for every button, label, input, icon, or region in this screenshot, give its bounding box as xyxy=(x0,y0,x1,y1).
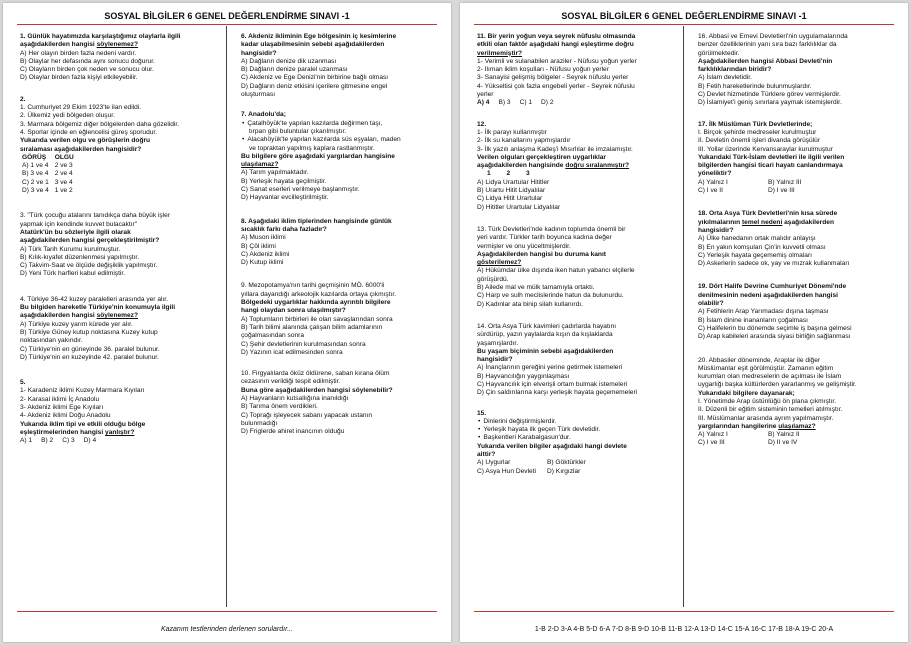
q7-option-a[interactable]: A) Tarım yapılmaktadır. xyxy=(241,169,309,177)
footer-divider xyxy=(17,611,437,612)
question-14 xyxy=(477,323,674,398)
q12-item: 3- İlk yazılı anlaşma Kadeş'i Mısırlılar ile imzalamıştır. xyxy=(477,145,633,153)
q3-quote: yapmak için kendinde kuvvet bulacaktır" xyxy=(20,220,138,228)
q17-option-a[interactable]: A) Yalnız I xyxy=(698,178,728,186)
q20-stem: Müslümanlar eşit görülmüştür. Zamanın eğitim xyxy=(698,364,834,372)
q2-cell: A) 1 ve 4 xyxy=(22,162,49,170)
q20-item: II. Düzenli bir eğitim sisteminin temelleri atılmıştır. xyxy=(698,406,843,414)
q19-ask: 19. Dört Halife Devrine Cumhuriyet Dönemi'nde xyxy=(698,283,847,291)
q11-option-d[interactable]: D) 2 xyxy=(541,99,554,107)
page-title: SOSYAL BİLGİLER 6 GENEL DEĞERLENDİRME SINAVI -1 xyxy=(561,11,807,21)
q17-head: 17. İlk Müslüman Türk Devletlerinde; xyxy=(698,120,813,128)
q17-item: II. Devletin önemli işleri divanda görüşülür xyxy=(698,137,821,145)
q10-ask: Buna göre aşağıdakilerden hangisi söylenebilir? xyxy=(241,386,393,394)
q12-column-numbers: 1 2 3 xyxy=(487,170,530,178)
q20-option-b[interactable]: B) Yalnız II xyxy=(768,431,800,439)
q15-ask: Yukarıda verilen bilgiler aşağıdaki hangi devlete xyxy=(477,442,627,450)
q1-option-c[interactable]: C) Olayların birden çok neden ve sonucu olur. xyxy=(20,66,154,74)
q17-item: III. Yollar üzerinde Kervansaraylar kurulmuştur xyxy=(698,145,833,153)
q15-bullet: • Dinlerini değiştirmişlerdir. xyxy=(477,418,674,426)
q11-stem-underlined: verilmemiştir? xyxy=(477,49,523,57)
q6-stem: kadar ulaşabilmesinin sebebi aşağıdakilerden xyxy=(241,41,385,49)
q16-option-c[interactable]: C) Devlet hizmetinde Türklere görev vermişlerdir. xyxy=(698,91,841,99)
q12-ask: Verilen olguları gerçekleştiren uygarlıklar xyxy=(477,153,607,161)
q18-stem: 18. Orta Asya Türk Devletleri'nin kısa sürede xyxy=(698,210,838,218)
q9-option-d[interactable]: D) Yazının icat edilmesinden sonra xyxy=(241,348,343,356)
q13-option-a-cont: görüşürdü. xyxy=(477,275,509,283)
q5-ask-underlined: yanlıştır? xyxy=(105,428,135,436)
q1-stem-underlined: söylenemez? xyxy=(96,41,139,49)
q7-ask-underlined: ulaşılamaz? xyxy=(241,161,279,169)
q12-item: 2- İlk su kanallarını yapmışlardır xyxy=(477,137,571,145)
q15-option-c[interactable]: C) Asya Hun Devleti xyxy=(477,467,536,475)
q2-cell: 1 ve 2 xyxy=(54,187,73,195)
q20-option-c[interactable]: C) I ve III xyxy=(698,439,725,447)
question-1 xyxy=(20,33,217,83)
q4-option-b-cont: noktasından yakındır. xyxy=(20,337,83,345)
q18-stem-underlined: temel nedeni xyxy=(741,218,783,226)
q9-ask: hangi olaydan sonra ulaşılmıştır? xyxy=(241,307,346,315)
q9-option-c[interactable]: C) Şehir devletlerinin kurulmasından sonra xyxy=(241,340,366,348)
q5-option-c[interactable]: C) 3 xyxy=(62,437,75,445)
q20-ask-text: yargılarından hangilerine xyxy=(698,422,779,430)
q16-option-a[interactable]: A) İslam devletidir. xyxy=(698,74,752,82)
right-page xyxy=(460,3,908,642)
q14-stem: yaşamışlardır. xyxy=(477,339,519,347)
q18-stem2 xyxy=(698,219,895,227)
q12-option-d[interactable]: D) Hititler Urartular Lidyalılar xyxy=(477,203,561,211)
q18-stem-text: yıkılmalarının xyxy=(698,218,742,226)
q11-stem: 11. Bir yerin yoğun veya seyrek nüfuslu olmasında xyxy=(477,33,636,40)
q3-option-d[interactable]: D) Yeni Türk harfleri kabul edilmiştir. xyxy=(20,270,126,278)
question-7 xyxy=(241,111,438,202)
q3-option-c[interactable]: C) Takvim-Saat ve ölçüde değişiklik yapılmıştır. xyxy=(20,262,158,270)
q14-stem: sürdürüp, yazın yaylalarda kışın da kışlaklarda xyxy=(477,331,613,339)
q5-item: 2- Karasal iklimi İç Anadolu xyxy=(20,395,100,403)
q20-option-d[interactable]: D) II ve IV xyxy=(768,439,798,447)
question-16 xyxy=(698,33,895,108)
left-column-2 xyxy=(241,33,438,445)
question-4 xyxy=(20,296,217,362)
q11-options xyxy=(477,99,674,107)
q3-quote: 3. "Türk çocuğu atalarını tanıdıkça daha büyük işler xyxy=(20,212,171,220)
answer-key: 1-B 2-D 3-A 4-B 5-D 6-A 7-D 8-B 9-D 10-B 11-B 12-A 13-D 14-C 15-A 16-C 17-B 18-A 19-C 20-A xyxy=(534,626,834,633)
q1-stem2 xyxy=(20,41,217,49)
question-10 xyxy=(241,370,438,436)
q15-option-a[interactable]: A) Uygurlar xyxy=(477,459,511,467)
left-column-1 xyxy=(20,33,217,454)
q16-stem: 16. Abbasi ve Emevi Devletleri'nin uygulamalarında xyxy=(698,33,848,40)
q7-bullet: • Çatalhöyük'te yapılan kazılarda değirmen taşı, xyxy=(241,120,438,128)
q5-option-b[interactable]: B) 2 xyxy=(41,437,54,445)
q18-option-b[interactable]: B) En yakın komşuları Çin'in kuvvetli olması xyxy=(698,243,826,251)
header-divider xyxy=(17,24,437,25)
q1-stem2-text: aşağıdakilerden hangisi xyxy=(20,41,97,49)
q12-option-b[interactable]: B) Urartu Hitit Lidyalılar xyxy=(477,187,546,195)
q8-option-c[interactable]: C) Akdeniz iklimi xyxy=(241,250,290,258)
question-2 xyxy=(20,96,217,196)
q4-option-c[interactable]: C) Türkiye'nin en güneyinde 36. paralel bulunur. xyxy=(20,345,160,353)
q1-stem: 1. Günlük hayatımızda karşılaştığımız olaylarla ilgili xyxy=(20,33,181,40)
question-3 xyxy=(20,212,217,278)
q13-option-d[interactable]: D) Kadınlar ata binip silah kullanırdı. xyxy=(477,300,583,308)
q2-header-olgu: OLGU xyxy=(54,153,74,161)
q13-option-a[interactable]: A) Hükümdar ülke dışında iken hatun yabancı elçilerle xyxy=(477,267,635,275)
question-8 xyxy=(241,218,438,268)
q9-option-b[interactable]: B) Tarih bilimi alanında çalışan bilim adamlarının xyxy=(241,323,383,331)
q16-stem: görülmektedir. xyxy=(698,49,740,57)
q3-ask: aşağıdakilerden hangisi gerçekleştirilmiştir? xyxy=(20,237,160,245)
q13-stem: vermişler ve onu yüceltmişlerdir. xyxy=(477,242,571,250)
q2-options-table xyxy=(22,154,80,195)
q16-option-d[interactable]: D) İslamiyet'i geniş sınırlara yaymak istemişlerdir. xyxy=(698,99,842,107)
q5-item: 3- Akdeniz iklimi Ege Kıyıları xyxy=(20,403,104,411)
q13-option-b[interactable]: B) Ailede mal ve mülk tamamıyla ortaktı. xyxy=(477,284,595,292)
q2-item: 2. Ülkemiz yedi bölgeden oluşur. xyxy=(20,112,115,120)
q19-option-b[interactable]: B) İslam dinine inananların çoğalması xyxy=(698,316,808,324)
q1-option-b[interactable]: B) Olaylar her defasında aynı sonucu doğurur. xyxy=(20,57,155,65)
question-6 xyxy=(241,33,438,99)
q14-option-a[interactable]: A) İnançlarının gereğini yerine getirmek istemeleri xyxy=(477,364,623,372)
q18-option-d[interactable]: D) Askerlerin sadece ok, yay ve mızrak kullanmaları xyxy=(698,260,850,268)
header-divider xyxy=(474,24,894,25)
q11-option-c[interactable]: C) 1 xyxy=(519,99,533,107)
q13-ask: Aşağıdakilerden hangisi bu duruma kanıt xyxy=(477,250,606,258)
q1-option-a[interactable]: A) Her olayın birden fazla nedeni vardır. xyxy=(20,49,137,57)
q5-option-d[interactable]: D) 4 xyxy=(83,437,97,445)
q19-ask: olabilir? xyxy=(698,300,724,308)
q20-option-a[interactable]: A) Yalnız I xyxy=(698,431,728,439)
q8-option-a[interactable]: A) Muson iklimi xyxy=(241,234,286,242)
q7-option-d[interactable]: D) Hayvanlar evcilleştirilmiştir. xyxy=(241,194,329,202)
q17-ask: yöneliktir? xyxy=(698,170,732,178)
q2-cell: B) 3 ve 4 xyxy=(22,170,49,178)
q13-ask-underlined: gösterilemez? xyxy=(477,259,522,267)
q19-ask: denilmesinin nedeni aşağıdakilerden hangisi xyxy=(698,291,838,299)
q8-option-b[interactable]: B) Çöl iklimi xyxy=(241,242,276,250)
q12-item: 1- İlk parayı kullanmıştır xyxy=(477,128,547,136)
q10-option-c[interactable]: C) Toprağı işleyecek sabanı yapacak ustanın xyxy=(241,411,373,419)
q17-options xyxy=(698,179,895,196)
q14-stem: 14. Orta Asya Türk kavimleri çadırlarda hayatını xyxy=(477,322,617,330)
q1-option-d[interactable]: D) Olaylar birden fazla kişiyi etkileyebilir. xyxy=(20,74,138,82)
q11-stem: etkili olan faktör aşağıdaki hangi eşleştirme doğru xyxy=(477,41,634,49)
q11-item: 2- Ilıman iklim koşulları - Nüfusu yoğun yerler xyxy=(477,66,609,74)
q2-cell: 2 ve 4 xyxy=(54,170,73,178)
q6-stem: hangisidir? xyxy=(241,49,277,57)
q11-option-a[interactable]: A) 4 xyxy=(477,99,490,107)
q11-option-b[interactable]: B) 3 xyxy=(498,99,511,107)
column-divider xyxy=(683,26,684,607)
question-9 xyxy=(241,282,438,357)
q13-option-c[interactable]: C) Harp ve sulh meclislerinde hatun da bulunurdu. xyxy=(477,292,624,300)
q2-item: 3. Marmara bölgemiz diğer bölgelerden daha gözelidir. xyxy=(20,120,180,128)
q4-ask-underlined: söylenemez? xyxy=(96,312,139,320)
question-17 xyxy=(698,121,895,196)
q11-item: 3- Sanayisi gelişmiş bölgeler - Seyrek nüfuslu yerler xyxy=(477,74,629,82)
q5-ask: Yukarıda iklim tipi ve etkili olduğu bölge xyxy=(20,420,146,428)
q7-bullet: • Alacahöyük'te yapılan kazılarda süs eşyaları, maden xyxy=(241,136,438,144)
q10-option-d[interactable]: D) Friglerde ahiret inancının olduğu xyxy=(241,428,345,436)
q4-stem: 4. Türkiye 36-42 kuzey paralelleri arasında yer alır. xyxy=(20,295,168,303)
q11-item-cont: yerler xyxy=(477,91,494,99)
q2-ask: sıralaması aşağıdakilerden hangisidir? xyxy=(20,145,142,153)
q5-ask-text: eşleştirmelerinden hangisi xyxy=(20,428,106,436)
q10-stem: cezasının verildiği tespit edilmiştir. xyxy=(241,378,341,386)
q14-option-c[interactable]: C) Hayvancılık için elverişli ortam bulmak istemeleri xyxy=(477,380,628,388)
q16-stem: benzer özelliklerinin yanı sıra bazı farklılıklar da xyxy=(698,41,837,49)
q6-option-b[interactable]: B) Dağların denize paralel uzanması xyxy=(241,66,348,74)
q9-stem: yıllara dayandığı arkeolojik kazılarda ortaya çıkmıştır. xyxy=(241,290,397,298)
q7-option-b[interactable]: B) Yerleşik hayata geçilmiştir. xyxy=(241,177,327,185)
q17-option-b[interactable]: B) Yalnız III xyxy=(768,178,802,186)
q16-ask: farklılıklarından biridir? xyxy=(698,66,772,74)
q20-ask2 xyxy=(698,423,895,431)
q2-item: 4. Sporlar içinde en eğlencelisi güreş sporudur. xyxy=(20,128,158,136)
q18-option-c[interactable]: C) Yerleşik hayata geçememiş olmaları xyxy=(698,251,812,259)
q17-ask: bilgilerden hangisi ticari hayatı canlandırmaya xyxy=(698,162,843,170)
q3-option-a[interactable]: A) Türk Tarih Kurumu kurulmuştur. xyxy=(20,245,121,253)
q7-option-c[interactable]: C) Sanat eserleri verilmeye başlanmıştır. xyxy=(241,186,360,194)
q11-item: 1- Verimli ve sulanabilen araziler - Nüfusu yoğun yerler xyxy=(477,57,637,65)
q15-ask: aittir? xyxy=(477,451,496,459)
q7-bullet-cont: ve topraktan yapılmış kaplara rastlanmıştır. xyxy=(249,144,375,152)
question-18 xyxy=(698,210,895,268)
q12-number: 12. xyxy=(477,120,487,128)
q2-option-a[interactable] xyxy=(22,162,80,170)
q2-ask: Yukarıda verilen olgu ve görüşlerin doğru xyxy=(20,137,151,145)
q6-option-c[interactable]: C) Akdeniz ve Ege Denizi'nin birbirine bağlı olması xyxy=(241,74,389,82)
q12-option-c[interactable]: C) Lidya Hitit Urartular xyxy=(477,195,543,203)
q8-stem: 8. Aşağıdaki iklim tiplerinden hangisinde günlük xyxy=(241,217,392,225)
q13-stem: 13. Türk Devletleri'nde kadının toplumda önemli bir xyxy=(477,225,626,233)
q6-stem: 6. Akdeniz ikliminin Ege bölgesinin iç kesimlerine xyxy=(241,33,397,40)
left-page xyxy=(3,3,451,642)
q20-item: I. Yönetimde Arap üstünlüğü ön plana çıkmıştır. xyxy=(698,397,837,405)
q6-option-d-cont: oluşturması xyxy=(241,91,276,99)
q4-ask: Bu bilgiden hareketle Türkiye'nin konumuyla ilgili xyxy=(20,304,176,312)
q7-head: 7. Anadolu'da; xyxy=(241,111,286,119)
q8-stem: sıcaklık farkı daha fazladır? xyxy=(241,225,327,233)
q2-cell: D) 3 ve 4 xyxy=(22,187,49,195)
question-15 xyxy=(477,410,674,476)
q19-option-c[interactable]: C) Halifelerin bu dönemde seçimle iş başına gelmesi xyxy=(698,324,852,332)
q18-stem: hangisidir? xyxy=(698,226,734,234)
q10-option-a[interactable]: A) Hayvanların kutsallığına inanıldığı xyxy=(241,394,349,402)
question-13 xyxy=(477,226,674,309)
q12-ask2 xyxy=(477,162,674,170)
question-12 xyxy=(477,121,674,212)
q20-ask: Yukarıdaki bilgilere dayanarak; xyxy=(698,389,795,397)
question-20 xyxy=(698,357,895,448)
q20-stem: kurumları olan medreselerin de açılması ile İslam xyxy=(698,373,842,381)
q9-stem: 9. Mezopotamya'nın tarihi geçmişinin MÖ. 6000'li xyxy=(241,282,385,290)
q14-ask: hangisidir? xyxy=(477,356,513,364)
q2-cell: 3 ve 4 xyxy=(54,178,73,186)
q2-option-c[interactable] xyxy=(22,179,80,187)
q5-item: 1- Karadeniz iklimi Kuzey Marmara Kıyıları xyxy=(20,387,145,395)
q18-option-a[interactable]: A) Ülke hanedanın ortak malıdır anlayışı xyxy=(698,235,816,243)
q10-option-c-cont: bulunmadığı xyxy=(241,419,278,427)
q5-item: 4- Akdeniz iklimi Doğu Anadolu xyxy=(20,412,111,420)
q19-option-d[interactable]: D) Arap kabileleri arasında siyasi birliğin sağlanması xyxy=(698,333,851,341)
q7-bullet-cont: tırpan gibi buluntular çıkarılmıştır. xyxy=(249,127,347,135)
right-column-2 xyxy=(698,33,895,457)
q4-ask-text: aşağıdakilerden hangisi xyxy=(20,312,97,320)
q4-option-b[interactable]: B) Türkiye Güney kutup noktasına Kuzey kutup xyxy=(20,328,158,336)
q6-option-a[interactable]: A) Dağların denize dik uzanması xyxy=(241,57,337,65)
q20-ask-underlined: ulaşılamaz? xyxy=(778,422,816,430)
q10-stem: 10. Firgyalılarda öküz öldürene, saban kırana ölüm xyxy=(241,370,390,378)
q17-option-c[interactable]: C) I ve II xyxy=(698,187,723,195)
q15-options xyxy=(477,459,674,476)
q18-stem-text: aşağıdakilerden xyxy=(782,218,834,226)
q13-stem: yeri vardır. Türkler tarih boyunca kadına değer xyxy=(477,234,612,242)
column-divider xyxy=(226,26,227,607)
page-title: SOSYAL BİLGİLER 6 GENEL DEĞERLENDİRME SINAVI -1 xyxy=(104,11,350,21)
q17-option-d[interactable]: D) I ve III xyxy=(768,187,795,195)
q14-option-b[interactable]: B) Hayvancılığın yaygınlaşması xyxy=(477,372,570,380)
q9-option-b-cont: çoğalmasından sonra xyxy=(241,332,305,340)
q5-option-a[interactable]: A) 1 xyxy=(20,437,33,445)
q5-number: 5. xyxy=(20,379,26,387)
q20-stem: 20. Abbasiler döneminde, Araplar ile diğer xyxy=(698,356,821,364)
question-11 xyxy=(477,33,674,108)
q4-ask2 xyxy=(20,312,217,320)
q12-ask-underlined: doğru sıralanmıştır? xyxy=(565,162,630,170)
q5-options xyxy=(20,437,217,445)
q2-number: 2. xyxy=(20,95,26,103)
q11-item: 4- Yükseltisi çok fazla engebeli yerler - Seyrek nüfuslu xyxy=(477,82,635,90)
q14-option-d[interactable]: D) Çin saldırılarına karşı yerleşik hayata geçememeleri xyxy=(477,389,638,397)
q15-bullet: • Başkentleri Karabalgasun'dur. xyxy=(477,434,674,442)
q12-ask-text: aşağıdakilerden hangisinde xyxy=(477,162,566,170)
q6-option-d[interactable]: D) Dağların deniz etkisini içerilere gitmesine engel xyxy=(241,82,388,90)
q14-ask: Bu yaşam biçiminin sebebi aşağıdakilerden xyxy=(477,347,614,355)
right-column-1 xyxy=(477,33,674,485)
q9-option-a[interactable]: A) Toplumların birbirleri ile olan savaşlarından sonra xyxy=(241,315,393,323)
q2-header-gorus: GÖRÜŞ xyxy=(22,153,47,161)
footer-note: Kazanım testlerinden derlenen sorulardır... xyxy=(160,626,294,633)
q10-option-b[interactable]: B) Tarıma önem verdikleri. xyxy=(241,403,318,411)
q8-option-d[interactable]: D) Kutup iklimi xyxy=(241,259,284,267)
q2-cell: 2 ve 3 xyxy=(54,162,73,170)
q3-ask: Atatürk'ün bu sözleriyle ilgili olarak xyxy=(20,228,131,236)
q15-number: 15. xyxy=(477,409,487,417)
q17-item: I. Birçok şehirde medreseler kurulmuştur xyxy=(698,128,817,136)
q4-option-d[interactable]: D) Türkiye'nin en kuzeyinde 42. paralel bulunur. xyxy=(20,353,159,361)
q19-option-a[interactable]: A) Fetihlerin Arap Yarımadası dışına taşması xyxy=(698,308,829,316)
q16-option-b[interactable]: B) Fetih hareketlerinde bulunmuşlardır. xyxy=(698,82,812,90)
q15-option-b[interactable]: B) Göktürkler xyxy=(547,459,586,467)
q12-option-a[interactable]: A) Lidya Urartular Hititler xyxy=(477,178,550,186)
question-5 xyxy=(20,379,217,445)
q20-stem: uygarlığı başka kültürlerden yararlanmış ve gelişmiştir. xyxy=(698,381,857,389)
q4-option-a[interactable]: A) Türkiye kuzey yarım kürede yer alır. xyxy=(20,320,133,328)
q2-cell: C) 2 ve 1 xyxy=(22,178,49,186)
q15-bullet: • Yerleşik hayata ilk geçen Türk devletidir. xyxy=(477,426,674,434)
q2-option-b[interactable] xyxy=(22,170,80,178)
q15-option-d[interactable]: D) Kırgızlar xyxy=(547,467,581,475)
q2-option-d[interactable] xyxy=(22,187,80,195)
q7-ask: Bu bilgilere göre aşağıdaki yargılardan hangisine xyxy=(241,152,395,160)
footer-divider xyxy=(474,611,894,612)
q16-ask: Aşağıdakilerden hangisi Abbasi Devleti'nin xyxy=(698,57,833,65)
question-19 xyxy=(698,283,895,341)
q3-option-b[interactable]: B) Kılık-kıyafet düzenlenmesi yapılmıştır. xyxy=(20,253,140,261)
q5-ask2 xyxy=(20,429,217,437)
q17-ask: Yukarıdaki Türk-İslam devletleri ile ilgili verilen xyxy=(698,153,845,161)
q2-item: 1. Cumhuriyet 29 Ekim 1923'te ilan edildi. xyxy=(20,104,142,112)
q20-options xyxy=(698,431,895,448)
q9-ask: Bölgedeki uygarlıklar hakkında ayrıntılı bilgilere xyxy=(241,299,391,307)
q20-item: III. Müslümanlar arasında ayrım yapılmamıştır. xyxy=(698,414,834,422)
